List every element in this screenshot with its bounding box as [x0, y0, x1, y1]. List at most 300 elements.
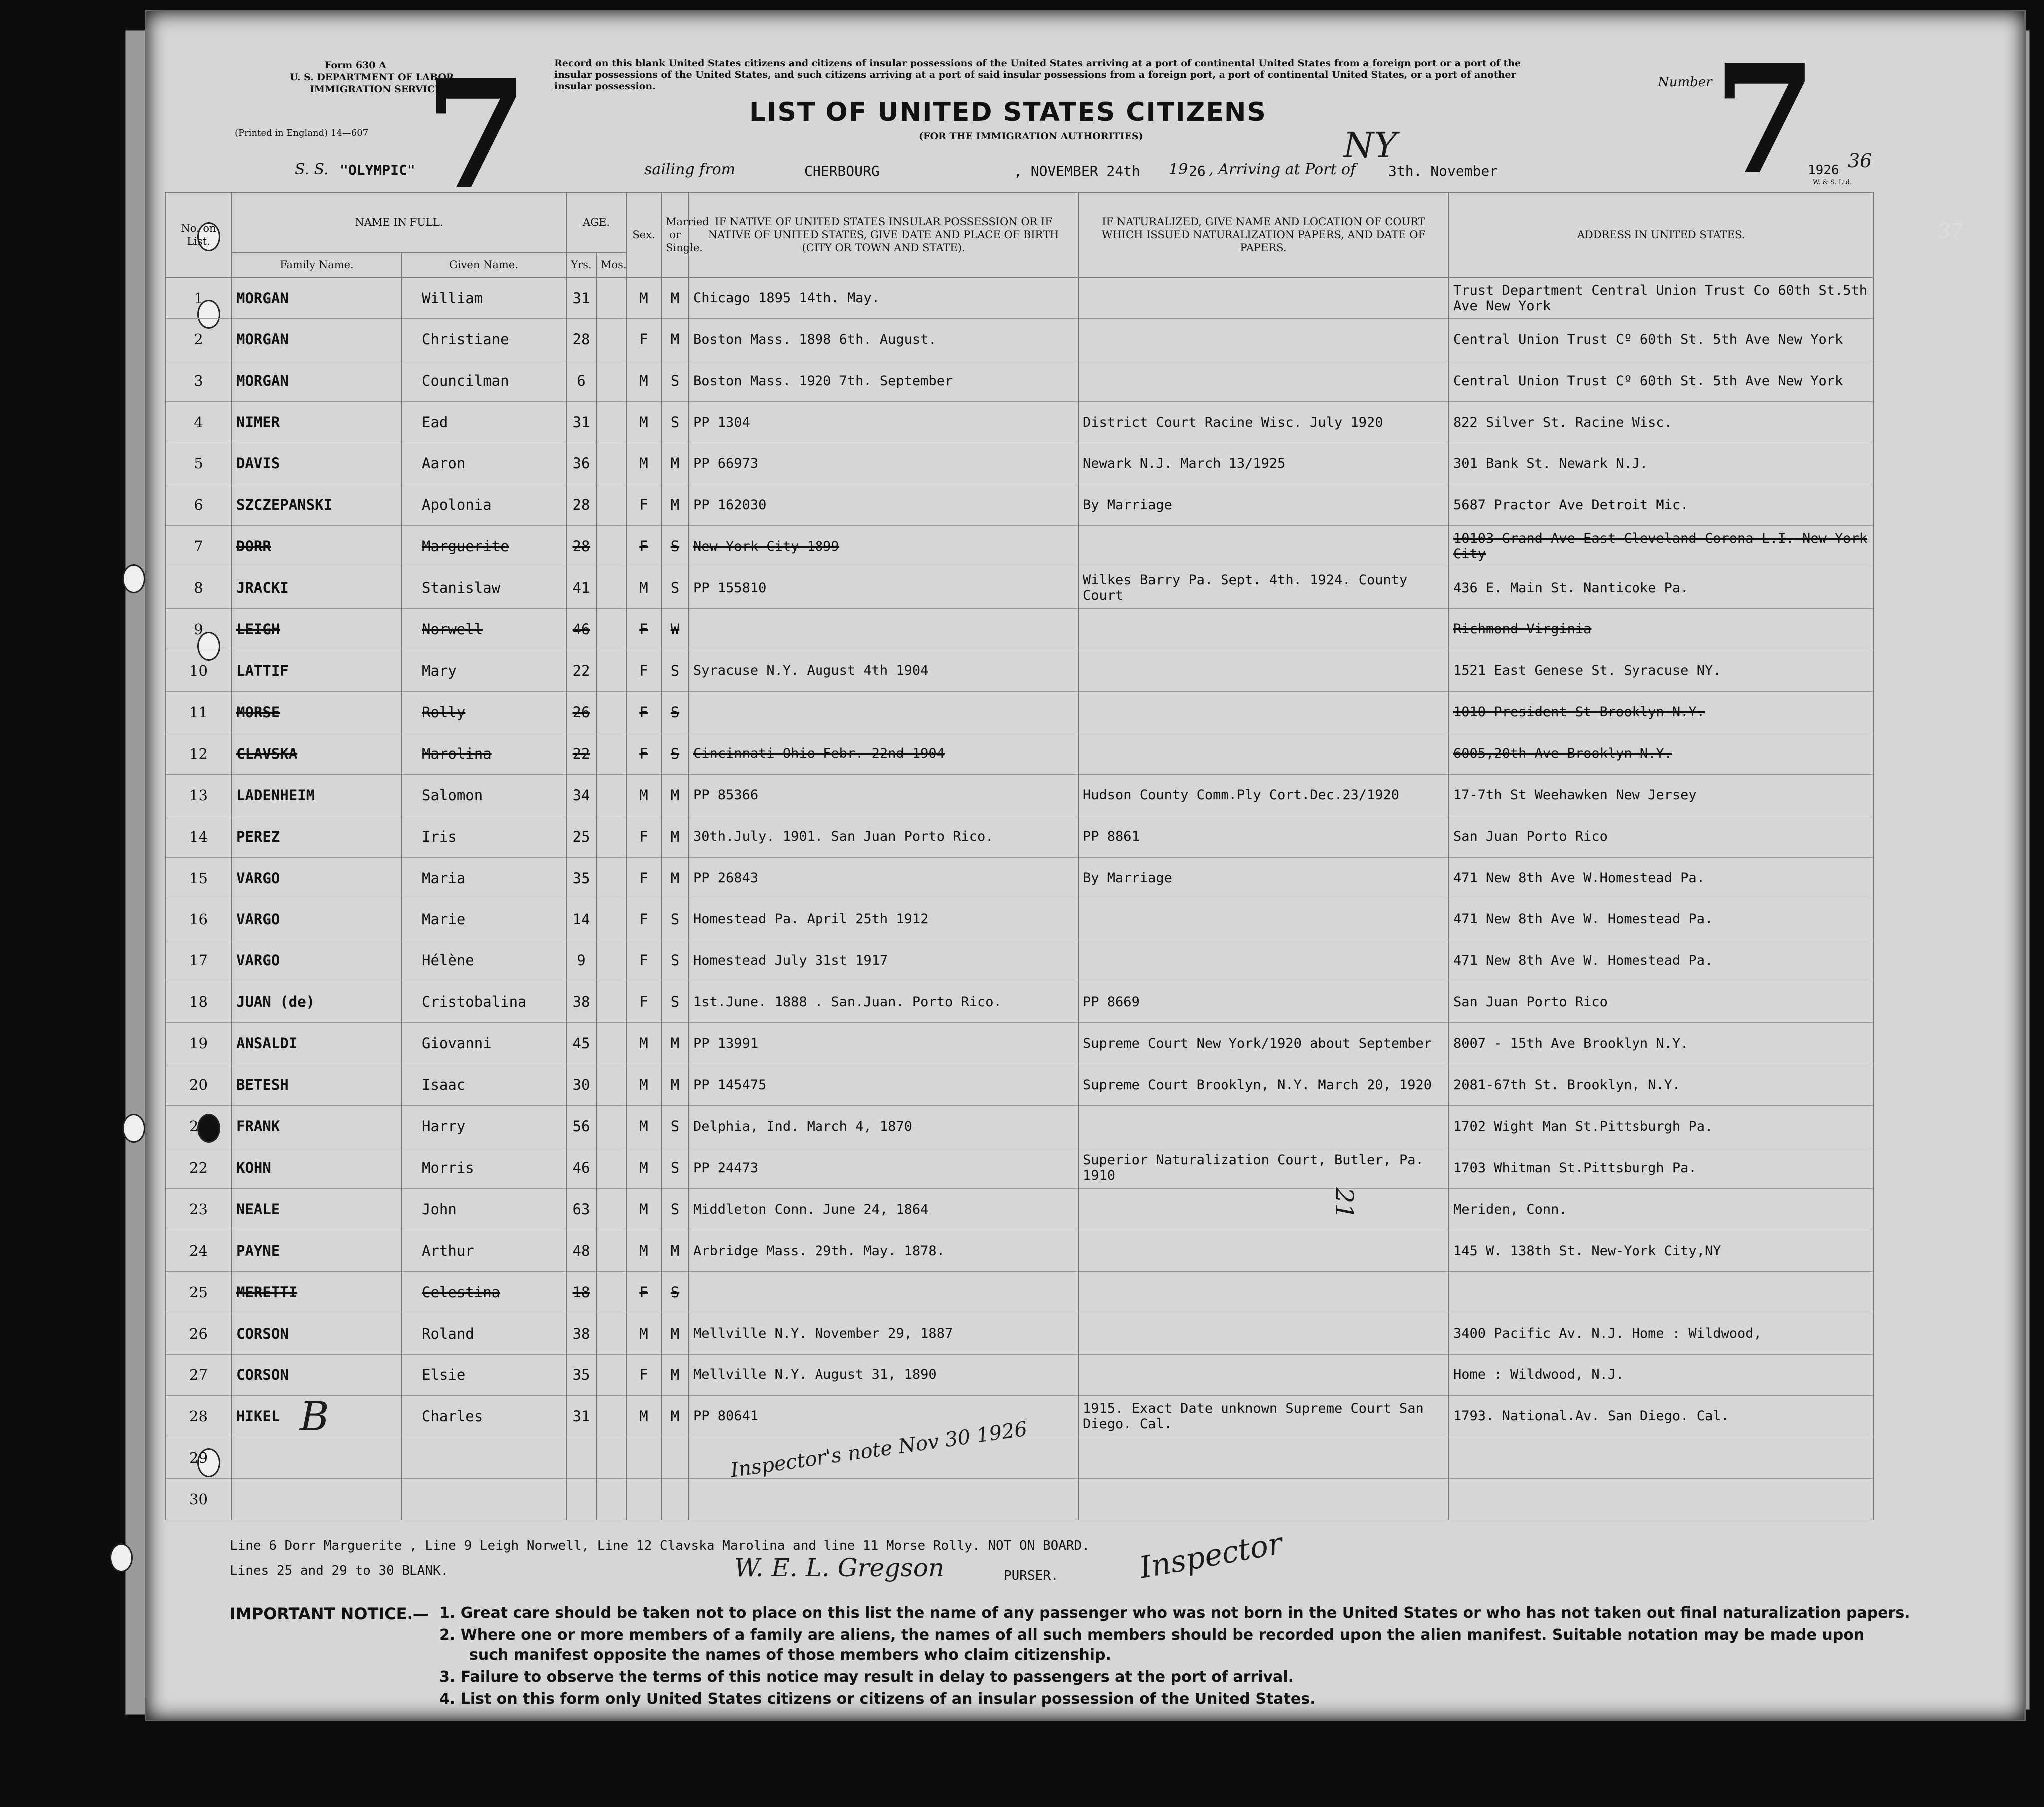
row-number: 12: [165, 733, 232, 774]
table-row: [165, 567, 1873, 609]
ship-name: "OLYMPIC": [340, 162, 415, 178]
age-months: [596, 319, 626, 360]
table-row: [165, 526, 1873, 567]
us-address: Home : Wildwood, N.J.: [1449, 1354, 1873, 1395]
family-name: JUAN (de): [232, 981, 402, 1023]
given-name: Apolonia: [402, 484, 566, 526]
family-name: DAVIS: [232, 443, 402, 484]
row-number: 28: [165, 1395, 232, 1437]
birth-place-date: PP 85366: [689, 774, 1078, 816]
printer-mark: W. & S. Ltd.: [1813, 179, 1852, 186]
table-row: [165, 733, 1873, 774]
age-years: 36: [566, 443, 596, 484]
us-address: Richmond Virginia: [1449, 609, 1873, 650]
sex: F: [626, 981, 661, 1023]
sex: M: [626, 1230, 661, 1272]
marital-status: M: [661, 816, 689, 857]
table-row: [165, 899, 1873, 940]
marital-status: M: [661, 319, 689, 360]
marital-status: S: [661, 526, 689, 567]
sex: F: [626, 1272, 661, 1313]
us-address: 436 E. Main St. Nanticoke Pa.: [1449, 567, 1873, 609]
col-mos: Mos.: [596, 252, 626, 277]
family-name: VARGO: [232, 899, 402, 940]
marital-status: S: [661, 650, 689, 691]
age-years: 56: [566, 1106, 596, 1147]
sex: M: [626, 360, 661, 402]
age-months: [596, 1395, 626, 1437]
col-given: Given Name.: [402, 252, 566, 277]
row-number: 9: [165, 609, 232, 650]
col-family: Family Name.: [232, 252, 402, 277]
table-row: [165, 319, 1873, 360]
family-name: NEALE: [232, 1189, 402, 1230]
purser-label: PURSER.: [1004, 1568, 1059, 1583]
given-name: Councilman: [402, 360, 566, 402]
page-number-37: 37: [1938, 220, 1963, 243]
age-years: 46: [566, 609, 596, 650]
form-number: Form 630 A: [325, 60, 386, 71]
naturalization: [1078, 1272, 1449, 1313]
table-row: [165, 774, 1873, 816]
age-months: [596, 1147, 626, 1189]
marital-status: [661, 1478, 689, 1520]
sex: [626, 1437, 661, 1478]
age-years: 31: [566, 277, 596, 319]
naturalization: Supreme Court New York/1920 about September: [1078, 1023, 1449, 1064]
arrival-date: 3th. November: [1388, 163, 1498, 179]
age-months: [596, 484, 626, 526]
age-months: [596, 1230, 626, 1272]
page-number-36: 36: [1848, 150, 1872, 172]
col-address: ADDRESS IN UNITED STATES.: [1449, 192, 1873, 277]
age-months: [596, 1313, 626, 1354]
birth-place-date: Boston Mass. 1920 7th. September: [689, 360, 1078, 402]
naturalization: [1078, 733, 1449, 774]
marital-status: S: [661, 899, 689, 940]
birth-place-date: New York City 1899: [689, 526, 1078, 567]
given-name: Charles: [402, 1395, 566, 1437]
marital-status: M: [661, 1313, 689, 1354]
us-address: 145 W. 138th St. New-York City,NY: [1449, 1230, 1873, 1272]
birth-place-date: PP 162030: [689, 484, 1078, 526]
family-name: JRACKI: [232, 567, 402, 609]
sex: F: [626, 691, 661, 733]
sex: F: [626, 484, 661, 526]
row-number: 17: [165, 940, 232, 981]
marital-status: S: [661, 567, 689, 609]
age-years: 6: [566, 360, 596, 402]
row-number: 11: [165, 691, 232, 733]
row-number: 8: [165, 567, 232, 609]
col-birth: IF NATIVE OF UNITED STATES INSULAR POSSESSION OR IF NATIVE OF UNITED STATES, GIVE DATE AND PLACE OF BIRTH (CITY OR TOWN AND STATE).: [689, 192, 1078, 277]
row-number: 14: [165, 816, 232, 857]
naturalization: [1078, 1106, 1449, 1147]
age-years: 25: [566, 816, 596, 857]
arriving-label: , Arriving at Port of: [1209, 161, 1356, 178]
family-name: [232, 1437, 402, 1478]
col-name: NAME IN FULL.: [232, 192, 566, 252]
table-row: [165, 1064, 1873, 1106]
family-name: MORSE: [232, 691, 402, 733]
marital-status: [661, 1437, 689, 1478]
age-years: 38: [566, 981, 596, 1023]
us-address: 2081-67th St. Brooklyn, N.Y.: [1449, 1064, 1873, 1106]
sex: F: [626, 609, 661, 650]
birth-place-date: Boston Mass. 1898 6th. August.: [689, 319, 1078, 360]
sex: M: [626, 774, 661, 816]
marital-status: S: [661, 1106, 689, 1147]
sex: F: [626, 526, 661, 567]
given-name: Elsie: [402, 1354, 566, 1395]
table-row: [165, 1230, 1873, 1272]
naturalization: [1078, 940, 1449, 981]
year-label: 19: [1169, 161, 1188, 178]
age-years: 35: [566, 857, 596, 899]
sex: M: [626, 1023, 661, 1064]
birth-place-date: PP 66973: [689, 443, 1078, 484]
marital-status: S: [661, 1272, 689, 1313]
age-years: 63: [566, 1189, 596, 1230]
table-row: [165, 816, 1873, 857]
given-name: [402, 1437, 566, 1478]
naturalization: [1078, 1230, 1449, 1272]
row-number: 26: [165, 1313, 232, 1354]
notice-1: 1. Great care should be taken not to place on this list the name of any passenger who was not born in the United States or who has not taken out final naturalization papers.: [439, 1604, 1910, 1622]
us-address: 10103 Grand Ave East Cleveland Corona L.I. New York City: [1449, 526, 1873, 567]
birth-place-date: [689, 1478, 1078, 1520]
age-years: 46: [566, 1147, 596, 1189]
age-years: 14: [566, 899, 596, 940]
marital-status: M: [661, 1395, 689, 1437]
birth-place-date: [689, 1272, 1078, 1313]
age-years: [566, 1478, 596, 1520]
naturalization: [1078, 1354, 1449, 1395]
instructions: Record on this blank United States citizens and citizens of insular possessions of the United States arriving at a port of continental United States from a foreign port or a port of the insular possessions of the United States, and such citizens arriving at a port of said insular possessions from a foreign port, a port of continental United States, or a port of another insular possession.: [554, 58, 1521, 92]
us-address: 471 New 8th Ave W.Homestead Pa.: [1449, 857, 1873, 899]
marital-status: M: [661, 484, 689, 526]
birth-place-date: Syracuse N.Y. August 4th 1904: [689, 650, 1078, 691]
row-number: 4: [165, 402, 232, 443]
sex: F: [626, 899, 661, 940]
given-name: Marie: [402, 899, 566, 940]
us-address: 1793. National.Av. San Diego. Cal.: [1449, 1395, 1873, 1437]
family-name: FRANK: [232, 1106, 402, 1147]
row-number: 18: [165, 981, 232, 1023]
family-name: LATTIF: [232, 650, 402, 691]
naturalization: [1078, 1478, 1449, 1520]
naturalization: [1078, 650, 1449, 691]
row-number: 10: [165, 650, 232, 691]
marital-status: M: [661, 1064, 689, 1106]
age-years: 34: [566, 774, 596, 816]
given-name: Ead: [402, 402, 566, 443]
row-number: 25: [165, 1272, 232, 1313]
notice-4: 4. List on this form only United States citizens or citizens of an insular possession of the United States.: [439, 1690, 1316, 1708]
col-yrs: Yrs.: [566, 252, 596, 277]
birth-place-date: Chicago 1895 14th. May.: [689, 277, 1078, 319]
given-name: Isaac: [402, 1064, 566, 1106]
family-name: NIMER: [232, 402, 402, 443]
printed-note: (Printed in England) 14—607: [235, 128, 369, 138]
birth-place-date: PP 13991: [689, 1023, 1078, 1064]
footer-note-1: Line 6 Dorr Marguerite , Line 9 Leigh Norwell, Line 12 Clavska Marolina and line 11 Morse Rolly. NOT ON BOARD.: [230, 1538, 1090, 1553]
naturalization: Wilkes Barry Pa. Sept. 4th. 1924. County Court: [1078, 567, 1449, 609]
family-name: MORGAN: [232, 319, 402, 360]
naturalization: [1078, 1189, 1449, 1230]
us-address: San Juan Porto Rico: [1449, 981, 1873, 1023]
age-months: [596, 650, 626, 691]
family-name: VARGO: [232, 857, 402, 899]
sex: [626, 1478, 661, 1520]
given-name: Morris: [402, 1147, 566, 1189]
marital-status: S: [661, 733, 689, 774]
naturalization: Newark N.J. March 13/1925: [1078, 443, 1449, 484]
given-name: Salomon: [402, 774, 566, 816]
sex: F: [626, 1354, 661, 1395]
row-number: 22: [165, 1147, 232, 1189]
naturalization: 1915. Exact Date unknown Supreme Court San Diego. Cal.: [1078, 1395, 1449, 1437]
marital-status: S: [661, 1147, 689, 1189]
notice-3: 3. Failure to observe the terms of this notice may result in delay to passengers at the port of arrival.: [439, 1668, 1294, 1686]
table-row: [165, 484, 1873, 526]
marital-status: M: [661, 774, 689, 816]
marital-status: M: [661, 443, 689, 484]
sex: F: [626, 857, 661, 899]
family-name: LADENHEIM: [232, 774, 402, 816]
notice-label: IMPORTANT NOTICE.—: [230, 1604, 429, 1623]
handwritten-seven-left: 7: [424, 46, 529, 223]
row-number: 16: [165, 899, 232, 940]
marital-status: M: [661, 1354, 689, 1395]
birth-place-date: Mellville N.Y. August 31, 1890: [689, 1354, 1078, 1395]
given-name: Marguerite: [402, 526, 566, 567]
margin-b: B: [300, 1393, 329, 1440]
birth-place-date: PP 80641: [689, 1395, 1078, 1437]
naturalization: Supreme Court Brooklyn, N.Y. March 20, 1920: [1078, 1064, 1449, 1106]
us-address: 471 New 8th Ave W. Homestead Pa.: [1449, 940, 1873, 981]
given-name: Harry: [402, 1106, 566, 1147]
page-subtitle: (FOR THE IMMIGRATION AUTHORITIES): [919, 131, 1143, 142]
department: U. S. DEPARTMENT OF LABOR: [290, 72, 454, 83]
sex: M: [626, 1064, 661, 1106]
birth-place-date: PP 155810: [689, 567, 1078, 609]
birth-place-date: PP 145475: [689, 1064, 1078, 1106]
age-years: 18: [566, 1272, 596, 1313]
birth-place-date: 1st.June. 1888 . San.Juan. Porto Rico.: [689, 981, 1078, 1023]
given-name: Rolly: [402, 691, 566, 733]
sex: M: [626, 1313, 661, 1354]
table-row: [165, 1147, 1873, 1189]
birth-place-date: 30th.July. 1901. San Juan Porto Rico.: [689, 816, 1078, 857]
us-address: [1449, 1478, 1873, 1520]
age-years: 28: [566, 319, 596, 360]
given-name: Giovanni: [402, 1023, 566, 1064]
birth-place-date: PP 26843: [689, 857, 1078, 899]
us-address: 471 New 8th Ave W. Homestead Pa.: [1449, 899, 1873, 940]
us-address: Trust Department Central Union Trust Co 60th St.5th Ave New York: [1449, 277, 1873, 319]
us-address: 1521 East Genese St. Syracuse NY.: [1449, 650, 1873, 691]
naturalization: [1078, 277, 1449, 319]
col-sex: Sex.: [626, 192, 661, 277]
marital-status: S: [661, 402, 689, 443]
family-name: LEIGH: [232, 609, 402, 650]
birth-place-date: [689, 609, 1078, 650]
naturalization: PP 8669: [1078, 981, 1449, 1023]
table-row: [165, 1023, 1873, 1064]
given-name: Mary: [402, 650, 566, 691]
arrival-year: 1926: [1808, 163, 1839, 178]
row-number: 27: [165, 1354, 232, 1395]
table-row: [165, 857, 1873, 899]
birth-place-date: [689, 691, 1078, 733]
row-number: 23: [165, 1189, 232, 1230]
row-number: 30: [165, 1478, 232, 1520]
given-name: [402, 1478, 566, 1520]
age-years: 38: [566, 1313, 596, 1354]
marital-status: S: [661, 1189, 689, 1230]
given-name: Aaron: [402, 443, 566, 484]
sex: F: [626, 816, 661, 857]
age-months: [596, 940, 626, 981]
marital-status: S: [661, 940, 689, 981]
naturalization: Superior Naturalization Court, Butler, Pa. 1910: [1078, 1147, 1449, 1189]
year-value: 26: [1189, 163, 1206, 179]
row-number: 2: [165, 319, 232, 360]
us-address: 3400 Pacific Av. N.J. Home : Wildwood,: [1449, 1313, 1873, 1354]
sex: M: [626, 567, 661, 609]
age-years: 28: [566, 526, 596, 567]
sex: M: [626, 277, 661, 319]
row-number: 15: [165, 857, 232, 899]
family-name: CORSON: [232, 1354, 402, 1395]
table-row: [165, 1478, 1873, 1520]
age-years: 9: [566, 940, 596, 981]
us-address: 6005,20th Ave Brooklyn N.Y.: [1449, 733, 1873, 774]
age-months: [596, 609, 626, 650]
us-address: [1449, 1272, 1873, 1313]
age-months: [596, 1106, 626, 1147]
family-name: MERETTI: [232, 1272, 402, 1313]
age-years: 22: [566, 650, 596, 691]
us-address: Central Union Trust Cº 60th St. 5th Ave New York: [1449, 319, 1873, 360]
age-months: [596, 1354, 626, 1395]
age-months: [596, 1064, 626, 1106]
birth-place-date: Middleton Conn. June 24, 1864: [689, 1189, 1078, 1230]
age-years: 22: [566, 733, 596, 774]
row-number: 21: [165, 1106, 232, 1147]
us-address: 1010 President St Brooklyn N.Y.: [1449, 691, 1873, 733]
naturalization: Hudson County Comm.Ply Cort.Dec.23/1920: [1078, 774, 1449, 816]
departure-date: , NOVEMBER 24th: [1014, 163, 1140, 179]
birth-place-date: Homestead Pa. April 25th 1912: [689, 899, 1078, 940]
sex: F: [626, 650, 661, 691]
age-years: 28: [566, 484, 596, 526]
age-months: [596, 816, 626, 857]
handwritten-seven-right: 7: [1713, 31, 1817, 208]
row-number: 19: [165, 1023, 232, 1064]
family-name: VARGO: [232, 940, 402, 981]
footer-note-2: Lines 25 and 29 to 30 BLANK.: [230, 1563, 449, 1578]
binder-hole: [110, 1543, 133, 1572]
us-address: 301 Bank St. Newark N.J.: [1449, 443, 1873, 484]
us-address: 5687 Practor Ave Detroit Mic.: [1449, 484, 1873, 526]
inspector-note: Inspector's note Nov 30 1926: [729, 1417, 1029, 1482]
departure-port: CHERBOURG: [804, 163, 880, 179]
age-months: [596, 981, 626, 1023]
age-months: [596, 857, 626, 899]
us-address: 1702 Wight Man St.Pittsburgh Pa.: [1449, 1106, 1873, 1147]
date-stamp: 21: [1329, 1187, 1359, 1219]
family-name: KOHN: [232, 1147, 402, 1189]
us-address: 1703 Whitman St.Pittsburgh Pa.: [1449, 1147, 1873, 1189]
given-name: Hélène: [402, 940, 566, 981]
table-row: [165, 1354, 1873, 1395]
age-months: [596, 360, 626, 402]
binder-hole: [122, 564, 145, 593]
age-months: [596, 774, 626, 816]
birth-place-date: Arbridge Mass. 29th. May. 1878.: [689, 1230, 1078, 1272]
col-no: No. on List.: [165, 192, 232, 277]
birth-place-date: Cincinnati Ohio Febr. 22nd 1904: [689, 733, 1078, 774]
age-years: [566, 1437, 596, 1478]
number-label: Number: [1658, 75, 1712, 90]
notice-2b: such manifest opposite the names of those members who claim citizenship.: [469, 1646, 1111, 1664]
col-naturalized: IF NATURALIZED, GIVE NAME AND LOCATION OF COURT WHICH ISSUED NATURALIZATION PAPERS, AND DATE OF PAPERS.: [1078, 192, 1449, 277]
naturalization: [1078, 1313, 1449, 1354]
family-name: PEREZ: [232, 816, 402, 857]
sailing-label: sailing from: [644, 161, 736, 178]
ship-label: S. S.: [295, 161, 329, 178]
marital-status: S: [661, 360, 689, 402]
given-name: Roland: [402, 1313, 566, 1354]
row-number: 6: [165, 484, 232, 526]
col-age: AGE.: [566, 192, 626, 252]
row-number: 20: [165, 1064, 232, 1106]
given-name: John: [402, 1189, 566, 1230]
naturalization: [1078, 319, 1449, 360]
family-name: DORR: [232, 526, 402, 567]
table-row: [165, 981, 1873, 1023]
family-name: CORSON: [232, 1313, 402, 1354]
birth-place-date: PP 24473: [689, 1147, 1078, 1189]
naturalization: [1078, 899, 1449, 940]
given-name: Stanislaw: [402, 567, 566, 609]
sex: M: [626, 1106, 661, 1147]
marital-status: M: [661, 277, 689, 319]
row-number: 13: [165, 774, 232, 816]
given-name: Christiane: [402, 319, 566, 360]
birth-place-date: Homestead July 31st 1917: [689, 940, 1078, 981]
marital-status: M: [661, 857, 689, 899]
birth-place-date: Delphia, Ind. March 4, 1870: [689, 1106, 1078, 1147]
table-row: [165, 1106, 1873, 1147]
given-name: Iris: [402, 816, 566, 857]
age-months: [596, 1437, 626, 1478]
age-months: [596, 277, 626, 319]
col-married: Married or Single.: [661, 192, 689, 277]
row-number: 3: [165, 360, 232, 402]
family-name: SZCZEPANSKI: [232, 484, 402, 526]
naturalization: [1078, 526, 1449, 567]
row-number: 24: [165, 1230, 232, 1272]
us-address: 17-7th St Weehawken New Jersey: [1449, 774, 1873, 816]
given-name: Maria: [402, 857, 566, 899]
age-years: 31: [566, 402, 596, 443]
marital-status: M: [661, 1230, 689, 1272]
naturalization: PP 8861: [1078, 816, 1449, 857]
naturalization: [1078, 609, 1449, 650]
